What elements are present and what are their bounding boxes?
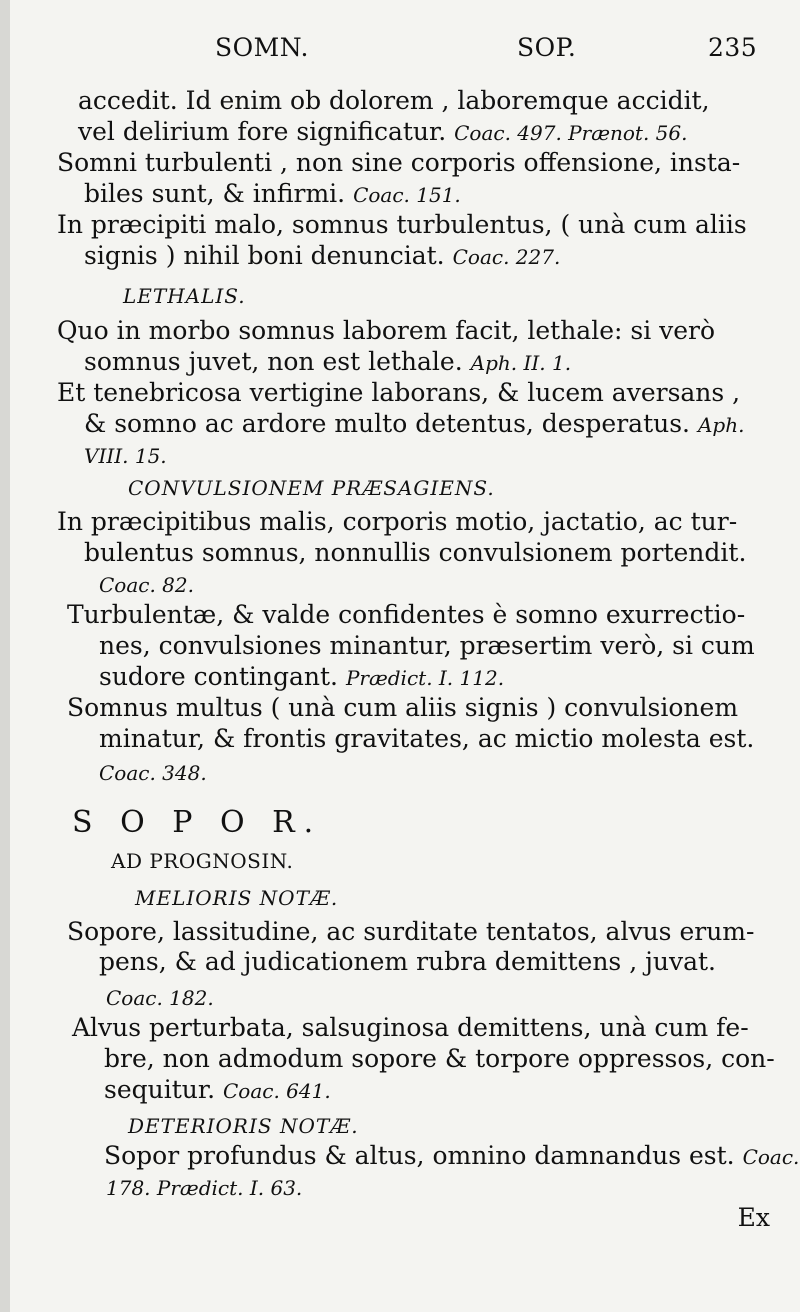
text-line: In præcipiti malo, somnus turbulentus, ( unà cum aliis [57,210,747,239]
running-head-left: SOMN. [215,33,309,62]
text-line: sequitur. Coac. 641. [104,1075,331,1104]
text-line: bre, non admodum sopore & torpore oppressos, con- [104,1044,775,1073]
text-line: Alvus perturbata, salsuginosa demittens, unà cum fe- [72,1013,749,1042]
section-subtitle: AD PROGNOSIN. [111,849,294,873]
text-line: Sopore, lassitudine, ac surditate tentatos, alvus erum- [67,917,755,946]
text-line: nes, convulsiones minantur, præsertim verò, si cum [99,631,755,660]
text-line: sudore contingant. Prædict. I. 112. [99,662,505,691]
text-line: somnus juvet, non est lethale. Aph. II. 1. [84,347,572,376]
subheading: LETHALIS. [123,284,246,308]
subheading: MELIORIS NOTÆ. [135,886,339,910]
text-line: & somno ac ardore multo detentus, desperatus. Aph. [84,409,745,438]
text-line: vel delirium fore significatur. Coac. 497. Prænot. 56. [78,117,688,146]
text-line: accedit. Id enim ob dolorem , laboremque accidit, [78,86,710,115]
page-number: 235 [708,33,758,62]
catchword: Ex [737,1203,770,1232]
section-title: S O P O R. [72,805,323,840]
text-line: Coac. 348. [99,761,207,785]
text-line: minatur, & frontis gravitates, ac mictio molesta est. [99,724,755,753]
text-line: bulentus somnus, nonnullis convulsionem portendit. [84,538,747,567]
text-line: biles sunt, & infirmi. Coac. 151. [84,179,461,208]
text-line: pens, & ad judicationem rubra demittens , juvat. [99,947,716,976]
text-line: Somnus multus ( unà cum aliis signis ) convulsionem [67,693,739,722]
text-line: Coac. 82. [99,573,194,597]
text-line: Turbulentæ, & valde confidentes è somno exurrectio- [67,600,746,629]
text-line: signis ) nihil boni denunciat. Coac. 227. [84,241,561,270]
running-head-center: SOP. [517,33,577,62]
subheading: CONVULSIONEM PRÆSAGIENS. [128,476,495,500]
text-line: VIII. 15. [84,444,167,468]
text-line: Coac. 182. [106,986,214,1010]
text-line: Quo in morbo somnus laborem facit, lethale: si verò [57,316,716,345]
text-line: In præcipitibus malis, corporis motio, jactatio, ac tur- [57,507,738,536]
text-line: Sopor profundus & altus, omnino damnandus est. Coac. [104,1141,800,1170]
text-line: Et tenebricosa vertigine laborans, & lucem aversans , [57,378,741,407]
text-line: 178. Prædict. I. 63. [106,1176,303,1200]
text-line: Somni turbulenti , non sine corporis offensione, insta- [57,148,741,177]
subheading: DETERIORIS NOTÆ. [128,1114,359,1138]
